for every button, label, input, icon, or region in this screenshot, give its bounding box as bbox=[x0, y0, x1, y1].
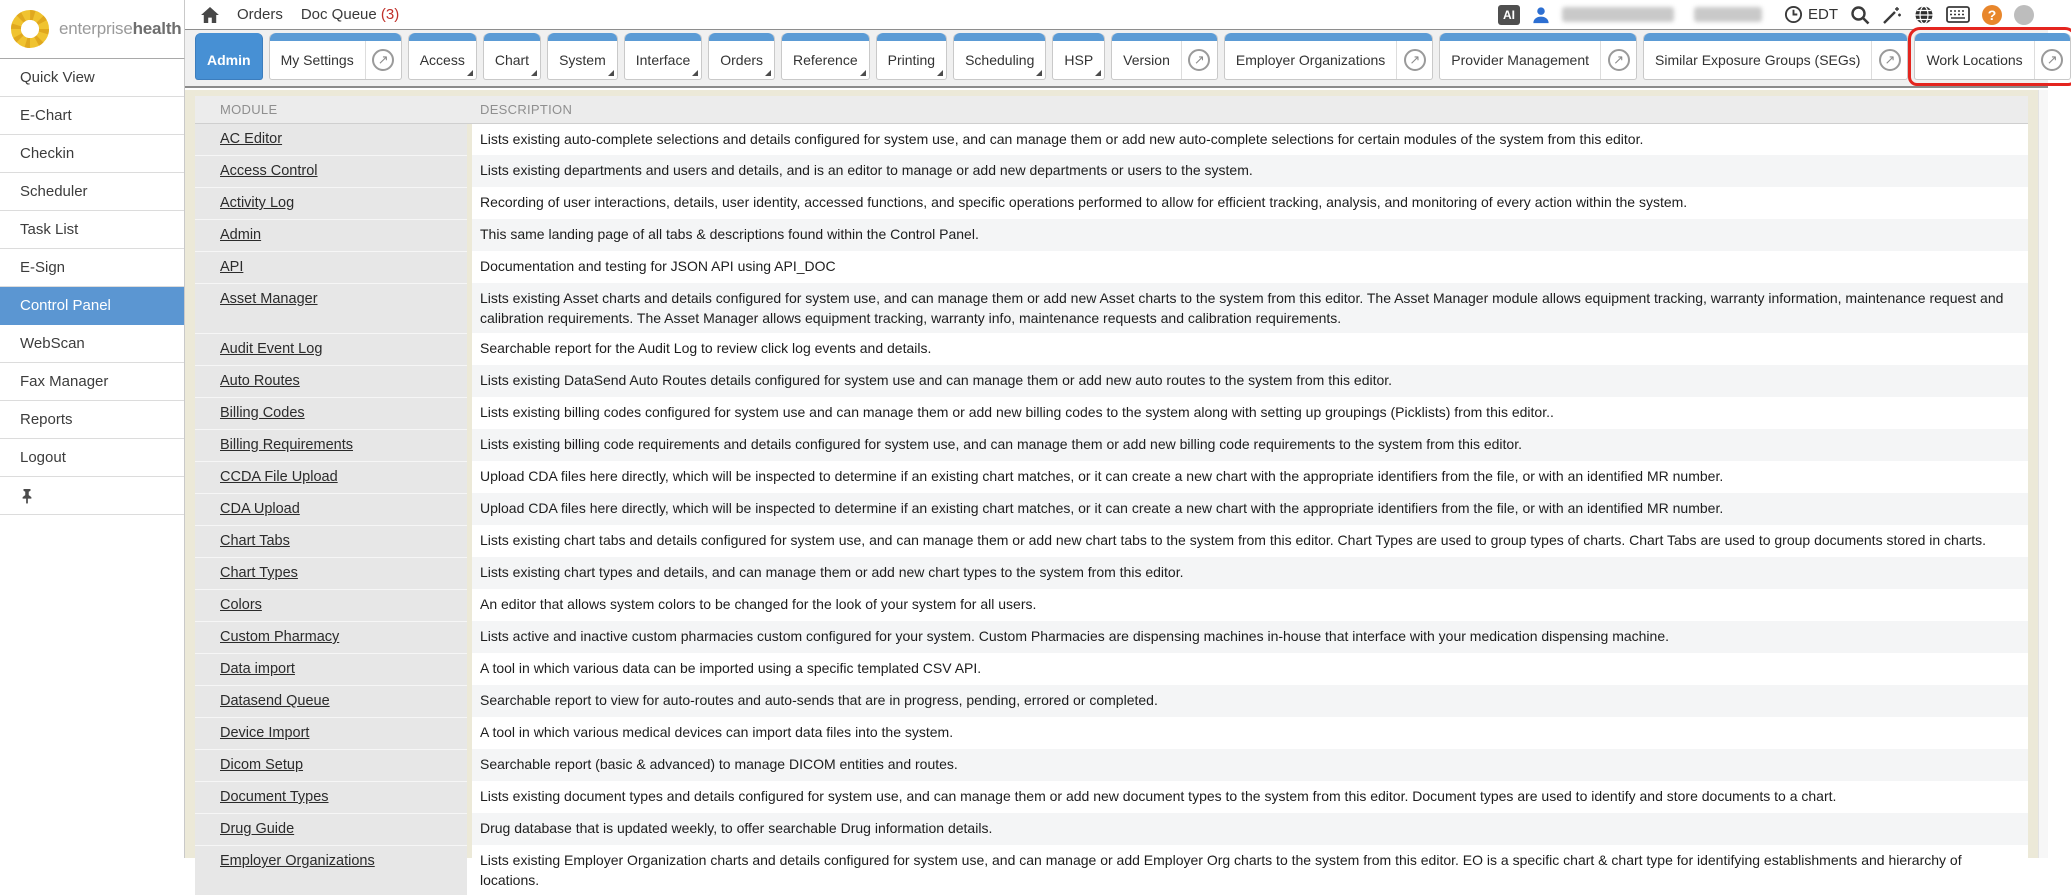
tab-label: Work Locations bbox=[1926, 52, 2023, 68]
tab-cap bbox=[625, 33, 701, 41]
sidebar bbox=[0, 59, 185, 858]
module-description: Lists existing Employer Organization charts and details configured for system use, and can manage or add Employer Org charts to the system from this editor. EO is a specific chart & chart type for identifying establishments and hierarchy of locations. bbox=[472, 845, 2028, 895]
tab-cap bbox=[196, 33, 262, 41]
tab-cap bbox=[409, 33, 476, 41]
table-row bbox=[195, 557, 2028, 589]
table-row bbox=[195, 717, 2028, 749]
module-description: Lists existing document types and details configured for system use, and can manage them or add new document types to the system from this editor. Document types are used to identify and store documents to a chart. bbox=[472, 781, 2028, 813]
content-area bbox=[185, 90, 2048, 888]
module-link[interactable]: Chart Tabs bbox=[220, 533, 290, 549]
table-row bbox=[195, 187, 2028, 219]
module-link[interactable]: Billing Requirements bbox=[220, 437, 353, 453]
module-link[interactable]: Document Types bbox=[220, 789, 329, 805]
globe-icon[interactable] bbox=[1914, 5, 1934, 25]
module-cell bbox=[195, 589, 467, 621]
tab[interactable] bbox=[195, 33, 263, 80]
module-cell bbox=[195, 397, 467, 429]
pin-icon bbox=[20, 488, 34, 504]
wand-icon[interactable] bbox=[1882, 5, 1902, 25]
tab[interactable] bbox=[624, 33, 702, 80]
module-cell bbox=[195, 621, 467, 653]
module-cell bbox=[195, 333, 467, 365]
clock-icon bbox=[1784, 5, 1803, 24]
tab-cap bbox=[1053, 33, 1104, 41]
module-description: Upload CDA files here directly, which will be inspected to determine if an existing chart matches, or it can create a new chart with the appropriate identifiers from the file, or with an identified MR number. bbox=[472, 461, 2028, 493]
popout-icon[interactable] bbox=[2034, 41, 2070, 79]
module-link[interactable]: AC Editor bbox=[220, 131, 283, 147]
tab-cap bbox=[484, 33, 540, 41]
module-cell bbox=[195, 365, 467, 397]
module-link[interactable]: Access Control bbox=[220, 163, 318, 179]
search-icon[interactable] bbox=[1850, 5, 1870, 25]
module-description: Lists existing Asset charts and details configured for system use, and can manage them or add new Asset charts to the system from this editor. The Asset Manager module allows equipment tracking, warranty information, maintenance request and calibration requirements. The Asset Manager allows equipment tracking, warranty info, maintenance requests and calibration requirements. bbox=[472, 283, 2028, 333]
sidebar-item[interactable]: Scheduler bbox=[0, 173, 184, 211]
tab-label: Reference bbox=[793, 52, 858, 68]
module-link[interactable]: Device Import bbox=[220, 725, 310, 741]
tab-bar bbox=[185, 30, 2058, 88]
doc-queue-label: Doc Queue bbox=[300, 6, 377, 23]
module-description: Lists active and inactive custom pharmacies custom configured for your system. Custom Pharmacies are dispensing machines in-house that interface with your medication dispensing machine. bbox=[472, 621, 2028, 653]
module-description: Lists existing DataSend Auto Routes details configured for system use and can manage them or add new auto routes to the system from this editor. bbox=[472, 365, 2028, 397]
table-row bbox=[195, 621, 2028, 653]
module-description: Drug database that is updated weekly, to offer searchable Drug information details. bbox=[472, 813, 2028, 845]
table-row bbox=[195, 525, 2028, 557]
module-description: A tool in which various medical devices can import data files into the system. bbox=[472, 717, 2028, 749]
tab[interactable] bbox=[483, 33, 541, 80]
module-link[interactable]: Billing Codes bbox=[220, 405, 305, 421]
tab[interactable] bbox=[547, 33, 618, 80]
table-row bbox=[195, 333, 2028, 365]
module-link[interactable]: CDA Upload bbox=[220, 501, 300, 517]
help-icon[interactable]: ? bbox=[1982, 5, 2002, 25]
tab[interactable] bbox=[1052, 33, 1105, 80]
module-description: Lists existing departments and users and details, and is an editor to manage or add new departments or users to the system. bbox=[472, 155, 2028, 187]
tab-label: Chart bbox=[494, 52, 530, 68]
tab-cap bbox=[1915, 33, 2069, 41]
brand-panel bbox=[0, 0, 185, 59]
redacted-username bbox=[1562, 7, 1674, 22]
tab-cap bbox=[1225, 33, 1432, 41]
tab-cap bbox=[1112, 33, 1217, 41]
table-row bbox=[195, 653, 2028, 685]
breadcrumb bbox=[201, 6, 399, 23]
tab[interactable] bbox=[876, 33, 947, 80]
module-description: Recording of user interactions, details, user identity, accessed functions, and specific operations performed to allow for efficient tracking, analysis, and monitoring of every action within the system. bbox=[472, 187, 2028, 219]
tab-cap bbox=[548, 33, 617, 41]
sidebar-item[interactable]: WebScan bbox=[0, 325, 184, 363]
module-cell bbox=[195, 525, 467, 557]
module-link[interactable]: Chart Types bbox=[220, 565, 298, 581]
module-description: Searchable report for the Audit Log to review click log events and details. bbox=[472, 333, 2028, 365]
module-cell bbox=[195, 557, 467, 589]
brand-name-bold: health bbox=[132, 19, 182, 38]
tab[interactable] bbox=[953, 33, 1046, 80]
module-description: Documentation and testing for JSON API using API_DOC bbox=[472, 251, 2028, 283]
module-link[interactable]: Auto Routes bbox=[220, 373, 300, 389]
tab-label: Similar Exposure Groups (SEGs) bbox=[1655, 52, 1861, 68]
tab-cap bbox=[877, 33, 946, 41]
sidebar-item[interactable]: Checkin bbox=[0, 135, 184, 173]
popout-arrow: ↗ bbox=[1879, 49, 1901, 71]
sidebar-item[interactable]: E-Sign bbox=[0, 249, 184, 287]
module-cell bbox=[195, 717, 467, 749]
table-row bbox=[195, 155, 2028, 187]
sidebar-item[interactable]: Quick View bbox=[0, 59, 184, 97]
table-row bbox=[195, 251, 2028, 283]
module-link[interactable]: Data import bbox=[220, 661, 295, 677]
enterprisehealth-logo bbox=[8, 7, 52, 51]
module-link[interactable]: CCDA File Upload bbox=[220, 469, 338, 485]
sidebar-item[interactable]: Control Panel bbox=[0, 287, 184, 325]
module-link[interactable]: Audit Event Log bbox=[220, 341, 323, 357]
column-header-module[interactable]: MODULE bbox=[220, 102, 278, 117]
keyboard-icon[interactable] bbox=[1946, 6, 1970, 23]
module-description: Lists existing billing code requirements and details configured for system use, and can manage them or add new billing code requirements to the system from this editor. bbox=[472, 429, 2028, 461]
table-row bbox=[195, 283, 2028, 333]
module-cell bbox=[195, 781, 467, 813]
module-cell bbox=[195, 124, 467, 155]
module-description: Lists existing auto-complete selections and details configured for system use, and can manage them or add new auto-complete selections for certain modules of the system from this editor. bbox=[472, 124, 2028, 155]
popout-icon[interactable] bbox=[1871, 41, 1907, 79]
popout-arrow: ↗ bbox=[1608, 49, 1630, 71]
table-row bbox=[195, 813, 2028, 845]
scrollbar-track[interactable] bbox=[2038, 90, 2048, 858]
tab-label: Scheduling bbox=[965, 52, 1035, 68]
popout-arrow: ↗ bbox=[2041, 49, 2063, 71]
module-description: Lists existing chart tabs and details configured for system use, and can manage them or add new chart tabs to the system from this editor. Chart Types are used to group types of charts. Chart Tabs are used to group documents stored in charts. bbox=[472, 525, 2028, 557]
module-cell bbox=[195, 219, 467, 251]
timezone-label: EDT bbox=[1808, 6, 1838, 23]
sidebar-item[interactable]: Reports bbox=[0, 401, 184, 439]
tab-label: Interface bbox=[635, 52, 691, 68]
tab-cap bbox=[1440, 33, 1636, 41]
table-row bbox=[195, 749, 2028, 781]
popout-icon[interactable] bbox=[365, 41, 401, 79]
table-row bbox=[195, 845, 2028, 895]
tab[interactable] bbox=[1439, 33, 1637, 80]
tab[interactable] bbox=[269, 33, 402, 80]
popout-icon[interactable] bbox=[1600, 41, 1636, 79]
module-cell bbox=[195, 155, 467, 187]
table-row bbox=[195, 397, 2028, 429]
tab[interactable] bbox=[1224, 33, 1433, 80]
module-link[interactable]: Activity Log bbox=[220, 195, 295, 211]
popout-icon[interactable] bbox=[1181, 41, 1217, 79]
popout-arrow: ↗ bbox=[1188, 49, 1210, 71]
tab[interactable] bbox=[1111, 33, 1218, 80]
table-row bbox=[195, 124, 2028, 155]
topbar-actions bbox=[1498, 5, 2034, 25]
tab-label: My Settings bbox=[280, 52, 354, 68]
sidebar-item[interactable]: Fax Manager bbox=[0, 363, 184, 401]
module-link[interactable]: Employer Organizations bbox=[220, 853, 375, 869]
doc-queue-count: (3) bbox=[380, 6, 400, 23]
module-cell bbox=[195, 685, 467, 717]
module-description: A tool in which various data can be imported using a specific templated CSV API. bbox=[472, 653, 2028, 685]
module-cell bbox=[195, 429, 467, 461]
column-header-description[interactable]: DESCRIPTION bbox=[480, 102, 573, 117]
table-row bbox=[195, 589, 2028, 621]
module-description: Lists existing chart types and details, and can manage them or add new chart types to the system from this editor. bbox=[472, 557, 2028, 589]
module-link[interactable]: Drug Guide bbox=[220, 821, 295, 837]
tab-cap bbox=[1644, 33, 1907, 41]
tab-cap bbox=[954, 33, 1045, 41]
sidebar-item[interactable]: Logout bbox=[0, 439, 184, 477]
module-cell bbox=[195, 251, 467, 283]
tab-cap bbox=[709, 33, 774, 41]
tab[interactable] bbox=[1914, 33, 2070, 80]
module-description: This same landing page of all tabs & descriptions found within the Control Panel. bbox=[472, 219, 2028, 251]
tab-label: Printing bbox=[887, 52, 936, 68]
tab-label: Provider Management bbox=[1451, 52, 1590, 68]
module-link[interactable]: Colors bbox=[220, 597, 262, 613]
module-link[interactable]: Custom Pharmacy bbox=[220, 629, 340, 645]
module-description: Lists existing billing codes configured for system use and can manage them or add new billing codes to the system along with setting up groupings (Picklists) from this editor.. bbox=[472, 397, 2028, 429]
tab-label: Admin bbox=[207, 52, 251, 68]
breadcrumb-doc-queue[interactable] bbox=[301, 6, 399, 23]
module-table bbox=[195, 96, 2028, 895]
popout-icon[interactable] bbox=[1396, 41, 1432, 79]
module-link[interactable]: Admin bbox=[220, 227, 262, 243]
module-description: Searchable report to view for auto-routes and auto-sends that are in progress, pending, errored or completed. bbox=[472, 685, 2028, 717]
home-icon[interactable] bbox=[201, 7, 219, 23]
popout-arrow: ↗ bbox=[1404, 49, 1426, 71]
module-cell bbox=[195, 461, 467, 493]
table-row bbox=[195, 219, 2028, 251]
ai-badge[interactable]: AI bbox=[1498, 5, 1520, 25]
tab-label: HSP bbox=[1064, 52, 1094, 68]
module-description: An editor that allows system colors to be changed for the look of your system for all users. bbox=[472, 589, 2028, 621]
avatar-circle[interactable] bbox=[2014, 5, 2034, 25]
tab-label: Orders bbox=[720, 52, 764, 68]
module-description: Searchable report (basic & advanced) to manage DICOM entities and routes. bbox=[472, 749, 2028, 781]
module-cell bbox=[195, 813, 467, 845]
brand-name-light: enterprise bbox=[59, 19, 133, 38]
module-link[interactable]: API bbox=[220, 259, 244, 275]
tab-label: Version bbox=[1123, 52, 1170, 68]
tab-label: Access bbox=[419, 52, 465, 68]
breadcrumb-orders[interactable]: Orders bbox=[237, 6, 283, 23]
tab[interactable] bbox=[781, 33, 870, 80]
module-description: Upload CDA files here directly, which will be inspected to determine if an existing chart matches, or it can create a new chart with the appropriate identifiers from the file, or with an identified MR number. bbox=[472, 493, 2028, 525]
tab[interactable] bbox=[408, 33, 477, 80]
tab[interactable] bbox=[708, 33, 775, 80]
top-bar bbox=[185, 0, 2048, 30]
sidebar-item[interactable]: E-Chart bbox=[0, 97, 184, 135]
table-header bbox=[195, 96, 2028, 124]
table-row bbox=[195, 429, 2028, 461]
table-row bbox=[195, 365, 2028, 397]
sidebar-pin[interactable] bbox=[0, 477, 184, 515]
module-cell bbox=[195, 187, 467, 219]
module-cell bbox=[195, 749, 467, 781]
table-row bbox=[195, 685, 2028, 717]
tab-cap bbox=[270, 33, 401, 41]
table-row bbox=[195, 461, 2028, 493]
module-cell bbox=[195, 493, 467, 525]
module-link[interactable]: Asset Manager bbox=[220, 291, 318, 307]
table-row bbox=[195, 781, 2028, 813]
redacted-info bbox=[1694, 7, 1762, 22]
sidebar-list bbox=[0, 59, 184, 477]
tab-label: System bbox=[559, 52, 606, 68]
popout-arrow: ↗ bbox=[372, 49, 394, 71]
module-link[interactable]: Dicom Setup bbox=[220, 757, 304, 773]
tab-label: Employer Organizations bbox=[1235, 52, 1386, 68]
user-icon[interactable] bbox=[1532, 6, 1550, 24]
sidebar-item[interactable]: Task List bbox=[0, 211, 184, 249]
timezone-clock[interactable] bbox=[1784, 5, 1838, 24]
table-body bbox=[195, 124, 2028, 895]
module-link[interactable]: Datasend Queue bbox=[220, 693, 330, 709]
module-cell bbox=[195, 845, 467, 895]
tab-cap bbox=[782, 33, 869, 41]
module-cell bbox=[195, 653, 467, 685]
brand-name bbox=[59, 19, 181, 39]
module-cell bbox=[195, 283, 467, 333]
tab[interactable] bbox=[1643, 33, 1908, 80]
table-row bbox=[195, 493, 2028, 525]
